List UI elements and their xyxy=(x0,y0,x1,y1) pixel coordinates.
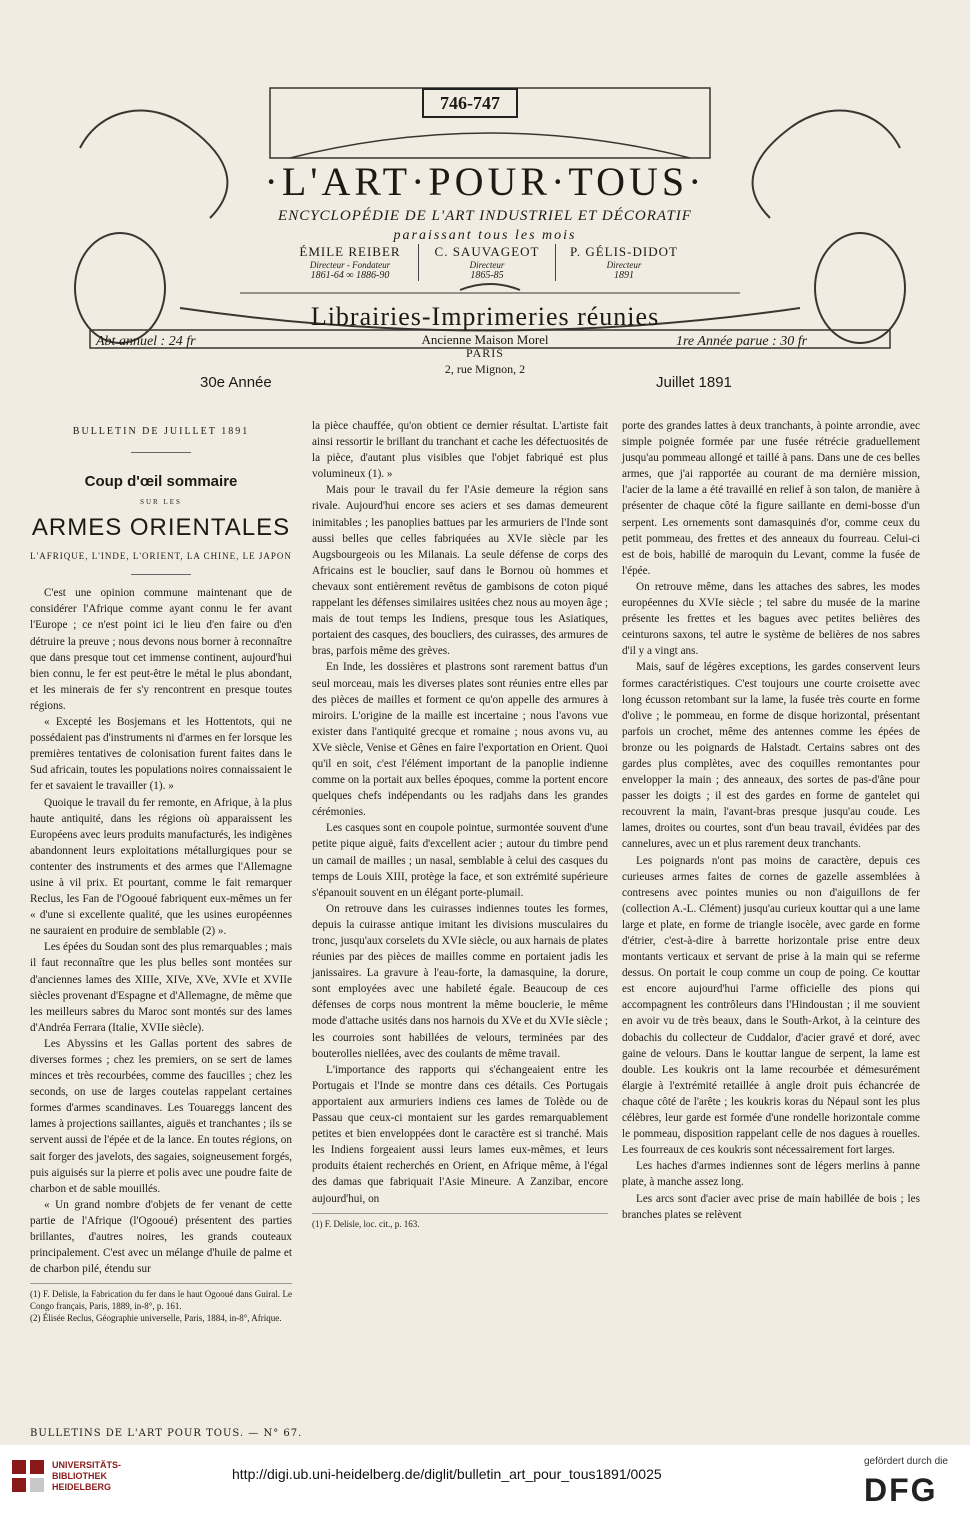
paragraph: Les haches d'armes indiennes sont de légers merlins à panne plate, à manche assez long. xyxy=(622,1160,920,1189)
founder-role: Directeur xyxy=(606,260,642,270)
paragraph: « Excepté les Bosjemans et les Hottentots, qui ne possédaient pas d'instruments ni d'armes en fer lorsque les premières tentatives de colonisation furent faites dans le Sud africain, toutes les populations noires connaissaient le fer et savaient le travailler (1). » xyxy=(30,716,292,793)
publication-month: Juillet 1891 xyxy=(656,374,732,391)
issue-number: 746-747 xyxy=(422,88,518,118)
founder-dates: 1891 xyxy=(614,270,634,281)
paragraph: Les poignards n'ont pas moins de caractère, depuis ces curieuses armes faites de cornes de gazelle assemblées à contresens avec pointes munies ou non d'aiguillons de fer (collection A.-L. Clément) jusqu'au curieux kouttar qui a une lame large et plate, en forme de triangle isocèle, avec garde en forme d'étrier, c'est-à-dire à barrette horizontale prise entre deux montants verticaux et servant de prise à la main qui se referme dessus. On portait le coup comme un coup de poing. Ce kouttar est encore aujourd'hui l'arme officielle des pions qui accompagnent les contrôleurs dans l'Hindoustan ; il me souvient en avoir vu de très beaux, dans le South-Arkot, à la ceinture des dobachis du collecteur de Cuddalor, d'acier gravé et doré, avec gaine de velours. Dans le kouttar langue de serpent, la lame est double. Les koukris ont la lame recourbée et démesurément élargie à l'extrémité retaillée à angle droit puis échancrée de chaque côté de l'arête ; les koukris koras du Népaul sont les plus célèbres, leur garde est formée d'une rondelle horizontale comme le pommeau, disposition rappelant celle de nos dagues à rouelles. Les fourreaux de ces koukris sont nécessairement fort larges. xyxy=(622,854,920,1157)
article-title-connector: SUR LES xyxy=(140,498,182,507)
footnote: (1) F. Delisle, loc. cit., p. 163. xyxy=(312,1218,420,1229)
journal-title: ·L'ART·POUR·TOUS· xyxy=(264,159,706,204)
founder-role: Directeur xyxy=(469,260,505,270)
footnotes xyxy=(30,1283,292,1324)
bulletin-heading: BULLETIN DE JUILLET 1891 xyxy=(72,426,250,437)
journal-tagline: paraissant tous les mois xyxy=(393,228,577,243)
publisher-maison: Ancienne Maison Morel xyxy=(421,332,549,347)
publication-year: 30e Année xyxy=(200,374,272,391)
footnote: (2) Élisée Reclus, Géographie universelle, Paris, 1884, in-8°, Afrique. xyxy=(30,1313,282,1324)
first-year-price: 1re Année parue : 30 fr xyxy=(676,334,808,349)
permalink-url[interactable]: http://digi.ub.uni-heidelberg.de/diglit/bulletin_art_pour_tous1891/0025 xyxy=(232,1466,662,1482)
bulletin-footer: BULLETINS DE L'ART POUR TOUS. — N° 67. xyxy=(30,1428,303,1439)
publisher-name: Librairies-Imprimeries réunies xyxy=(310,302,660,331)
founders-list xyxy=(282,244,692,281)
founder-role: Directeur - Fondateur xyxy=(309,260,391,270)
paragraph: On retrouve même, dans les attaches des sabres, les modes européennes du XVIe siècle ; tel sabre du musée de la marine présente les frettes et les bagues avec petites belières des ceinturons saxons, tel autre le système de belières de nos sabres d'il y a vingt ans. xyxy=(622,580,920,658)
publisher-address: 2, rue Mignon, 2 xyxy=(444,362,526,376)
paragraph: Les arcs sont d'acier avec prise de main habillée de bois ; les branches plates se relèvent xyxy=(622,1192,920,1221)
footnote: (1) F. Delisle, la Fabrication du fer dans le haut Ogooué dans Guiral. Le Congo français, Paris, 1889, in-8°, p. 161. xyxy=(30,1289,292,1312)
paragraph: En Inde, les dossières et plastrons sont rarement battus d'un seul morceau, mais les diverses plates sont réunies entre elles par des pièces de mailles et forment ce qu'on appelle des armures à miroirs. L'origine de la maille est incertaine ; nous l'avons vue exister dans l'antiquité grecque et romaine ; nous avons vu, au XVe siècle, Venise et Gênes en faire l'exportation en Orient. Quoi qu'il en soit, c'est l'élément important de la panoplie indienne comme on la portait aux belles époques, comme la portent encore quelques chefs indépendants ou les radjahs dans les grandes cérémonies. xyxy=(312,661,608,819)
article-regions: L'AFRIQUE, L'INDE, L'ORIENT, LA CHINE, LE JAPON xyxy=(30,551,292,562)
paragraph: L'importance des rapports qui s'échangeaient entre les Portugais et l'Inde se montre dans ces détails. Ces Portugais apportaient aux armuriers indiens ces lames de Tolède ou de Passau que ceux-ci montaient sur les gardes remarquablement petites et bien enveloppées dont le caractère est si tranché. Mais les Indiens forgeaient aussi leurs lames eux-mêmes, et leurs produits étaient recherchés en Orient, en Afrique même, à l'égal des damas que fabriquait l'Asie Mineure. A Zanzibar, encore aujourd'hui, on xyxy=(312,1063,608,1205)
library-name-line: HEIDELBERG xyxy=(52,1482,112,1492)
paragraph: On retrouve dans les cuirasses indiennes toutes les formes, depuis la cuirasse antique imitant les divisions musculaires du tronc, jusqu'aux corselets du XVIe siècle, ou aux harnais de plates réunies par des pièces de mailles comme en portaient jadis les janissaires. La gravure à l'eau-forte, la damasquine, la dorure, sont employées avec une habileté égale. Beaucoup de ces défenses de corps nous montrent la même bouclerie, le même mode d'attache usités dans nos harnois du XVe et du XVIe siècle ; les courroies sont habillées de velours, terminées par des bouterolles niellées, avec des coulants de même travail. xyxy=(312,902,608,1060)
journal-subtitle: ENCYCLOPÉDIE DE L'ART INDUSTRIEL ET DÉCORATIF xyxy=(278,208,692,224)
founder-name: C. SAUVAGEOT xyxy=(434,244,540,259)
library-name[interactable] xyxy=(52,1460,121,1493)
publisher-city: PARIS xyxy=(466,346,504,360)
founder xyxy=(282,244,419,281)
paragraph: Quoique le travail du fer remonte, en Afrique, à la plus haute antiquité, dans les régions où apparaissent les Européens avec leurs produits manufacturés, les indigènes abandonnent leurs exploitations métallurgiques pour se contenter des instruments et des armes que l'Allemagne usine à vil prix. Et pourtant, comme le fait remarquer Reclus, les Fan de l'Ogooué fabriquent eux-mêmes un fer « d'une si excellente qualité, que les usines européennes ne sauraient en produire de semblable (2) ». xyxy=(30,796,292,938)
column-1 xyxy=(30,418,292,1324)
library-name-line: UNIVERSITÄTS- xyxy=(52,1460,122,1470)
paragraph: Les casques sont en coupole pointue, surmontée souvent d'une petite pique aiguë, faits d'excellent acier ; autour du timbre pend un camail de mailles ; un nasal, semblable à celui des casques du temps de Louis XIII, protège la face, et son extrémité supérieure s'épanouit souvent en un élégant porte-plumail. xyxy=(312,822,608,899)
paragraph: porte des grandes lattes à deux tranchants, à pointe arrondie, avec simple poignée formée par une fusée rétrécie graduellement jusqu'au pommeau allongé et taillé à pans. Dans une de ces belles armes, que j'ai rapportée au courant de ma dernière mission, l'acier de la lame a été travaillé en relief à son talon, de manière à présenter de chaque côté la figure saillante en demi-bosse d'un serpent. Les ornements sont damasquinés d'or, comme ceux du petit pommeau, des frettes et des anneaux du fourreau. Celui-ci est de bois, habillé de maroquin du Levant, comme la fusée de l'épée. xyxy=(622,420,920,577)
dfg-logo[interactable]: DFG xyxy=(864,1472,938,1508)
funding-caption: gefördert durch die xyxy=(864,1456,948,1467)
paragraph: Mais, sauf de légères exceptions, les gardes conservent leurs formes caractéristiques. C'est toujours une courte croisette avec long écusson retombant sur la lame, la fusée très courte en forme d'olive ; le pommeau, en forme de disque horizontal, présentant parfois un crochet, même des antennes comme les épées de bronze ou les poignards de Halstadt. Certains sabres ont des gardes plus complètes, avec des coquilles remontantes pour envelopper la main ; des anneaux, des sortes de pas-d'âne pour passer les doigts ; il est des gardes en forme de gantelet qui recouvrent la main, l'avant-bras presque jusqu'au coude. Les lames, droites ou courtes, sont d'un beau travail, évidées par des cannelures, avec un et plus rarement deux tranchants. xyxy=(622,661,920,851)
paragraph: la pièce chauffée, qu'on obtient ce dernier résultat. L'artiste fait ainsi ressortir le brillant du tranchant et cache les défectuosités de la pièce, d'autant plus visibles que l'objet fabriqué est plus volumineux (1). » xyxy=(312,420,608,481)
viewer-footer xyxy=(0,1445,970,1519)
paragraph: Les Abyssins et les Gallas portent des sabres de diverses formes ; chez les premiers, on se sert de lames minces et très recourbées, comme des faucilles ; chez les seconds, on use de larges coutelas rappelant certaines formes d'armes scandinaves. Les Touareggs lancent des lames à projections saillantes, aiguës et tranchantes ; ils se servent aussi de l'épée et de la lance. En toutes régions, on sait forger des javelots, des sagaies, soigneusement forgés, puis aiguisés sur la pierre et polis avec une poudre faite de charbon et de sable mouillés. xyxy=(30,1037,292,1195)
founder-dates: 1861-64 ∞ 1886-90 xyxy=(310,270,390,281)
subscription-price: Abt annuel : 24 fr xyxy=(96,334,196,349)
university-logo-icon[interactable] xyxy=(10,1458,46,1498)
divider xyxy=(131,574,191,575)
founder xyxy=(419,244,556,281)
divider xyxy=(131,452,191,453)
article-title: Coup d'œil sommaire xyxy=(84,473,238,491)
article-main-title: ARMES ORIENTALES xyxy=(31,514,291,542)
library-name-line: BIBLIOTHEK xyxy=(52,1471,107,1481)
paragraph: C'est une opinion commune maintenant que de considérer l'Afrique comme ayant connu le fer avant l'Europe ; ce n'est point ici le lieu d'en faire ou d'en détruire la preuve ; nous devons nous borner à reconnaître que dans presque tout cet immense continent, aujourd'hui bien connu, le fer est peut-être le métal le plus abondant, et les minerais de fer s'y rencontrent en presque toutes régions. xyxy=(30,587,292,712)
paragraph: Les épées du Soudan sont des plus remarquables ; mais il faut reconnaître que les plus belles sont montées sur d'anciennes lames des XIIIe, XIVe, XVe, XVIe et XVIIe siècles provenant d'Espagne et d'Allemagne, de même que les meilleurs sabres du Maroc sont montés sur des lames d'Andréa Ferrara (Italie, XVIIe siècle). xyxy=(30,941,292,1034)
founder-dates: 1865-85 xyxy=(470,270,504,281)
paragraph: « Un grand nombre d'objets de fer venant de cette partie de l'Afrique (l'Ogooué) présentent des parties brillantes, d'autres noires, les grands couteaux principalement. C'est avec un mélange d'huile de palme et de charbon pilé, étendu sur xyxy=(30,1198,292,1276)
paragraph: Mais pour le travail du fer l'Asie demeure la région sans rivale. Aujourd'hui encore ses aciers et ses damas demeurent inimitables ; les panoplies battues par les armuriers de l'Inde sont aussi belles que celles fabriquées au XVIe siècle par les Augsbourgeois ou les Milanais. La seule défense de corps des Africains est le bouclier, sauf dans le Bornou où hommes et chevaux sont entièrement revêtus de gambisons de coton piqué rappelant les défenses similaires usitées chez nous au moyen âge ; mais de tout temps les Indiens, presque tous les Asiatiques, portaient des casques, des boucliers, des cuirasses, des armures de bras, parfois même des grèves. xyxy=(312,484,608,658)
column-2 xyxy=(312,418,608,1230)
column-3 xyxy=(622,418,920,1223)
founder xyxy=(556,244,692,281)
founder-name: ÉMILE REIBER xyxy=(299,244,401,259)
footnotes xyxy=(312,1213,608,1230)
founder-name: P. GÉLIS-DIDOT xyxy=(570,244,678,259)
